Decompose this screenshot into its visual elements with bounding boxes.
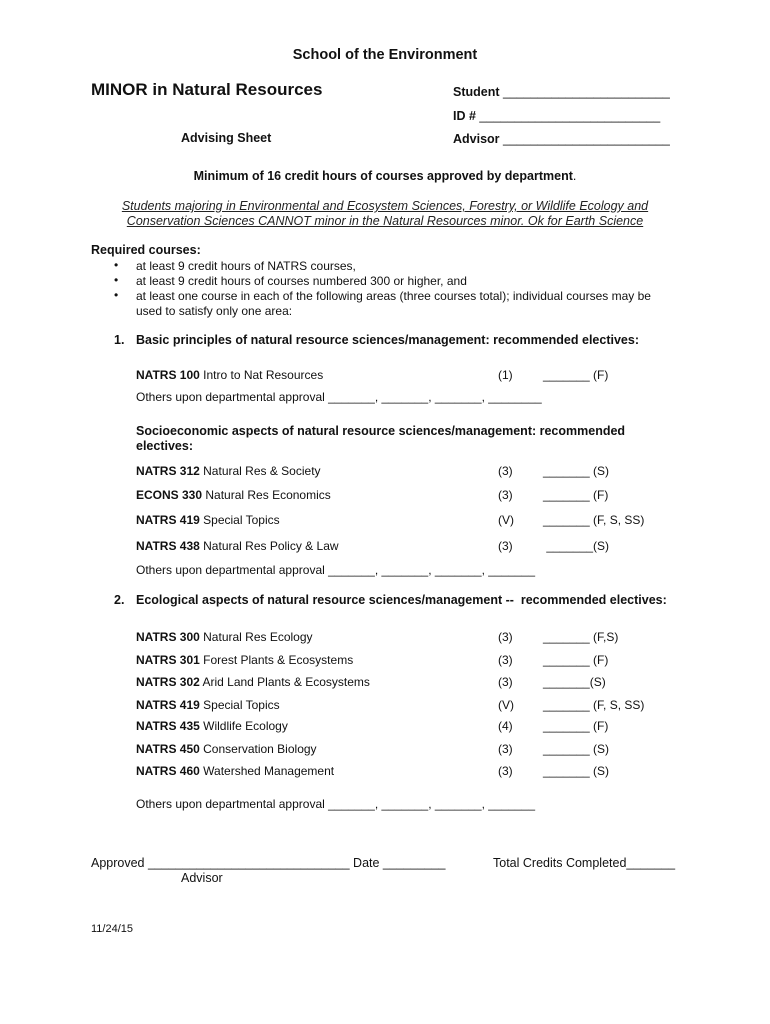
advisor-line: ________________________ (503, 132, 670, 146)
course-code: NATRS 438 (136, 539, 200, 553)
minimum-text: Minimum of 16 credit hours of courses approved by department (193, 169, 573, 183)
required-heading: Required courses: (91, 243, 201, 257)
course-credits: (3) (498, 742, 513, 756)
course-row (136, 719, 288, 733)
course-semester-field[interactable]: _______ (F,S) (543, 630, 619, 644)
id-line: __________________________ (479, 109, 661, 123)
note-line-1: Students majoring in Environmental and Ecosystem Sciences, Forestry, or Wildlife Ecology and (121, 199, 649, 213)
course-credits: (3) (498, 675, 513, 689)
course-code: NATRS 435 (136, 719, 200, 733)
course-name: Conservation Biology (203, 742, 317, 756)
course-credits: (3) (498, 488, 513, 502)
course-credits: (V) (498, 513, 514, 527)
course-code: NATRS 301 (136, 653, 200, 667)
required-bullet-2 (114, 273, 467, 288)
advisor-label: Advisor (453, 132, 500, 146)
section-2-heading: Ecological aspects of natural resource sciences/management -- recommended electives: (136, 593, 667, 607)
course-code: NATRS 100 (136, 368, 200, 382)
course-row (136, 513, 280, 527)
course-semester-field[interactable]: _______ (S) (543, 764, 610, 778)
school-title: School of the Environment (292, 47, 478, 63)
course-credits: (1) (498, 368, 513, 382)
student-label: Student (453, 85, 500, 99)
advising-sheet-label: Advising Sheet (181, 131, 272, 145)
total-credits-field[interactable]: Total Credits Completed_______ (493, 856, 676, 870)
course-row (136, 698, 280, 712)
course-name: Special Topics (203, 513, 280, 527)
course-credits: (4) (498, 719, 513, 733)
course-code: NATRS 419 (136, 513, 200, 527)
course-code: NATRS 450 (136, 742, 200, 756)
course-row (136, 488, 331, 502)
bullet-text: at least 9 credit hours of NATRS courses, (136, 259, 356, 273)
course-row (136, 742, 317, 756)
course-credits: (3) (498, 653, 513, 667)
course-code: NATRS 300 (136, 630, 200, 644)
course-code: NATRS 312 (136, 464, 200, 478)
course-semester-field[interactable]: _______ (F) (543, 653, 609, 667)
id-label: ID # (453, 109, 476, 123)
course-semester-field[interactable]: _______ (F) (543, 719, 609, 733)
student-field[interactable] (453, 85, 670, 99)
course-credits: (V) (498, 698, 514, 712)
advisor-field[interactable] (453, 132, 670, 146)
course-row (136, 653, 353, 667)
note-line-2: Conservation Sciences CANNOT minor in the Natural Resources minor. Ok for Earth Science (126, 214, 644, 228)
course-row (136, 630, 313, 644)
course-row (136, 764, 334, 778)
course-credits: (3) (498, 539, 513, 553)
course-name: Natural Res & Society (203, 464, 321, 478)
bullet-text: at least one course in each of the following areas (three courses total); individual courses may be (136, 289, 651, 303)
required-bullet-3-cont: used to satisfy only one area: (136, 304, 293, 318)
course-code: NATRS 302 (136, 675, 200, 689)
course-semester-field[interactable]: _______ (S) (543, 464, 610, 478)
course-code: NATRS 419 (136, 698, 200, 712)
course-credits: (3) (498, 764, 513, 778)
minimum-period: . (572, 169, 577, 183)
course-row (136, 675, 370, 689)
course-semester-field[interactable]: _______ (F, S, SS) (543, 698, 645, 712)
course-semester-field[interactable]: _______(S) (543, 539, 610, 553)
socio-heading-line-2: electives: (136, 439, 193, 453)
course-semester-field[interactable]: _______(S) (543, 675, 606, 689)
bullet-text: at least 9 credit hours of courses numbered 300 or higher, and (136, 274, 467, 288)
course-row (136, 368, 323, 382)
course-semester-field[interactable]: _______ (F, S, SS) (543, 513, 645, 527)
bullet-icon: • (114, 288, 119, 302)
others-approval-line[interactable]: Others upon departmental approval _______, _______, _______, ________ (136, 390, 542, 404)
course-name: Watershed Management (203, 764, 335, 778)
course-name: Special Topics (203, 698, 280, 712)
others-approval-line[interactable]: Others upon departmental approval _______, _______, _______, _______ (136, 563, 535, 577)
section-2-number: 2. (114, 593, 125, 607)
bullet-icon: • (114, 273, 119, 287)
course-semester-field[interactable]: _______ (F) (543, 488, 609, 502)
others-approval-line[interactable]: Others upon departmental approval _______, _______, _______, _______ (136, 797, 535, 811)
required-bullet-1 (114, 258, 356, 273)
bullet-icon: • (114, 258, 119, 272)
course-name: Arid Land Plants & Ecosystems (202, 675, 370, 689)
course-code: NATRS 460 (136, 764, 200, 778)
course-credits: (3) (498, 464, 513, 478)
approved-signature-line[interactable]: Approved _____________________________ Date _________ (91, 856, 446, 870)
course-code: ECONS 330 (136, 488, 203, 502)
required-bullet-3 (114, 288, 651, 303)
course-name: Natural Res Policy & Law (203, 539, 339, 553)
course-name: Natural Res Economics (205, 488, 331, 502)
course-row (136, 539, 339, 553)
course-semester-field[interactable]: _______ (F) (543, 368, 609, 382)
section-1-heading: Basic principles of natural resource sciences/management: recommended electives: (136, 333, 639, 347)
page-title: MINOR in Natural Resources (91, 80, 323, 99)
course-credits: (3) (498, 630, 513, 644)
course-name: Forest Plants & Ecosystems (203, 653, 354, 667)
course-semester-field[interactable]: _______ (S) (543, 742, 610, 756)
course-name: Natural Res Ecology (203, 630, 313, 644)
socio-heading-line-1: Socioeconomic aspects of natural resource sciences/management: recommended (136, 424, 626, 438)
course-name: Intro to Nat Resources (203, 368, 324, 382)
advisor-caption: Advisor (181, 871, 223, 885)
section-1-number: 1. (114, 333, 125, 347)
student-line: ________________________ (503, 85, 670, 99)
id-field[interactable] (453, 109, 660, 123)
course-name: Wildlife Ecology (203, 719, 288, 733)
minimum-credits (0, 169, 770, 183)
course-row (136, 464, 321, 478)
revision-date: 11/24/15 (91, 923, 134, 935)
